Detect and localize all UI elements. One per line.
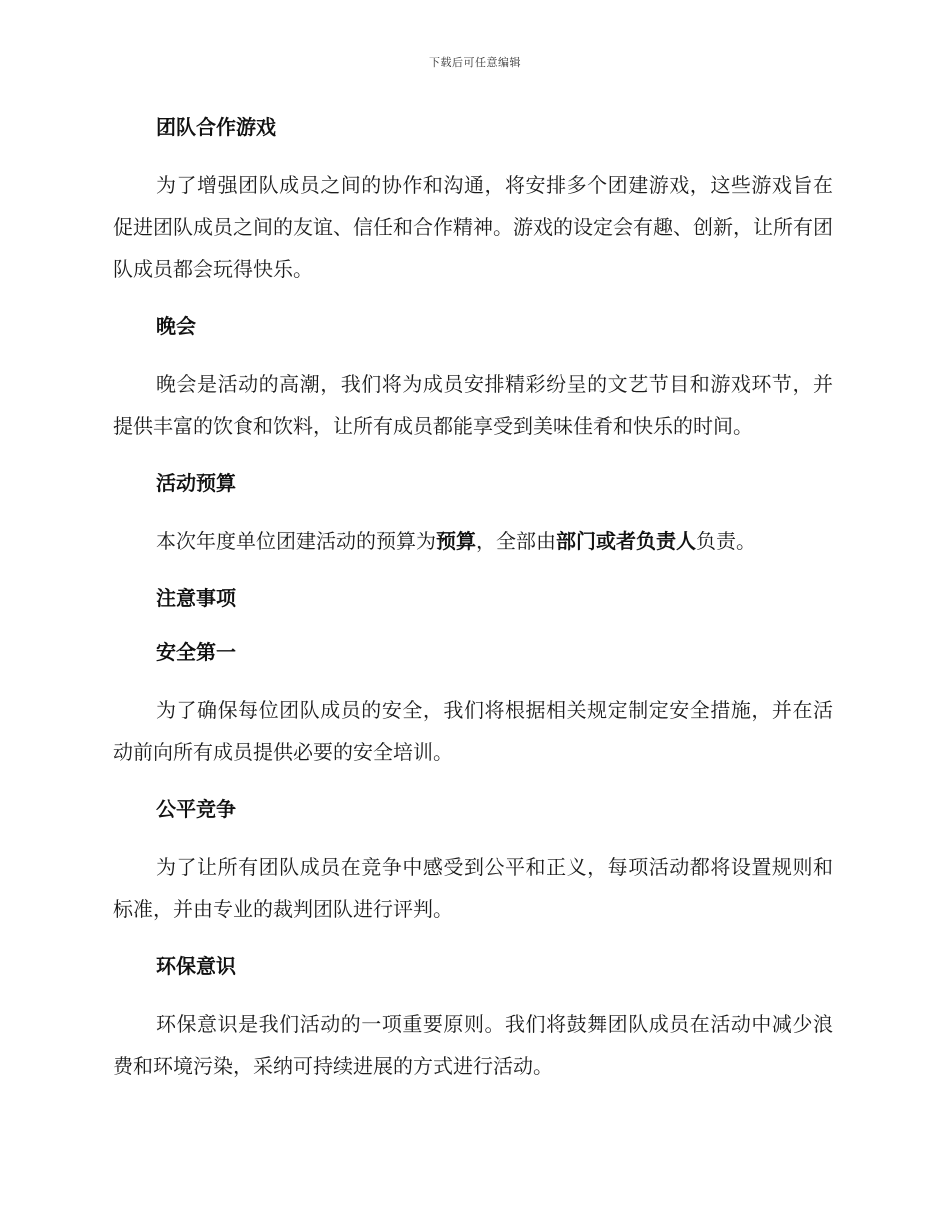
- section-paragraph-budget: [113, 520, 833, 562]
- section-paragraph-evening-party: 晚会是活动的高潮，我们将为成员安排精彩纷呈的文艺节目和游戏环节，并提供丰富的饮食和饮料，让所有成员都能享受到美味佳肴和快乐的时间。: [113, 372, 833, 438]
- budget-text-part3: 负责。: [696, 529, 756, 553]
- section-paragraph-fair-play: 为了让所有团队成员在竞争中感受到公平和正义，每项活动都将设置规则和标准，并由专业的裁判团队进行评判。: [113, 855, 833, 921]
- section-paragraph-safety: 为了确保每位团队成员的安全，我们将根据相关规定制定安全措施，并在活动前向所有成员提供必要的安全培训。: [113, 698, 833, 764]
- section-heading-fair-play: 公平竞争: [156, 797, 236, 821]
- section-heading-environment: 环保意识: [156, 954, 236, 978]
- section-paragraph-team-games: 为了增强团队成员之间的协作和沟通，将安排多个团建游戏，这些游戏旨在促进团队成员之间的友谊、信任和合作精神。游戏的设定会有趣、创新，让所有团队成员都会玩得快乐。: [113, 173, 833, 281]
- section-paragraph-environment: 环保意识是我们活动的一项重要原则。我们将鼓舞团队成员在活动中减少浪费和环境污染，采纳可持续进展的方式进行活动。: [113, 1012, 833, 1078]
- section-heading-notes: 注意事项: [156, 586, 236, 610]
- section-heading-evening-party: 晚会: [156, 314, 196, 338]
- section-heading-safety: 安全第一: [156, 640, 236, 664]
- section-heading-budget: 活动预算: [156, 471, 236, 495]
- budget-text-part2: ，全部由: [476, 529, 556, 553]
- page-header: 下载后可任意编辑: [429, 56, 521, 69]
- budget-bold-amount: 预算: [436, 529, 476, 553]
- budget-bold-responsible: 部门或者负责人: [556, 529, 696, 553]
- section-heading-team-games: 团队合作游戏: [156, 115, 276, 139]
- budget-text-part1: 本次年度单位团建活动的预算为: [156, 529, 436, 553]
- document-body: [113, 110, 833, 1106]
